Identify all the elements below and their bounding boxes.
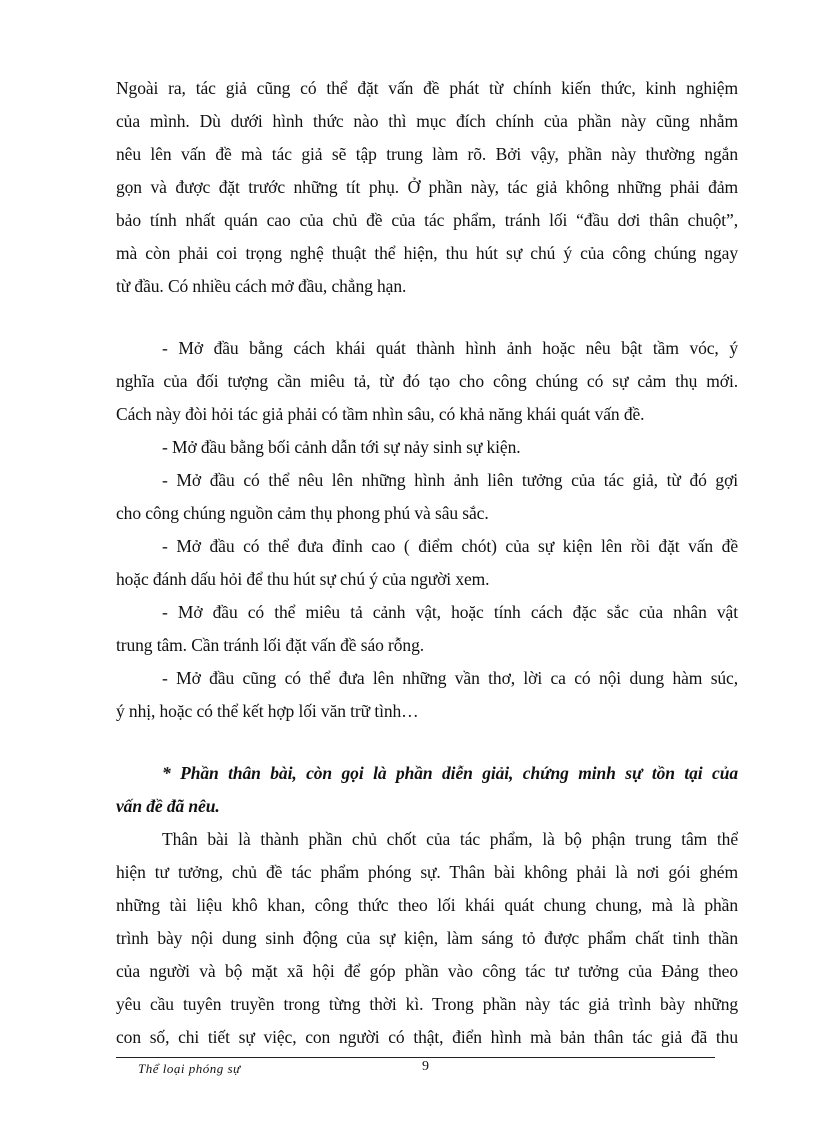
text-line: trình bày nội dung sinh động của sự kiện, làm sáng tỏ được phẩm chất tinh thần	[116, 928, 738, 948]
text-line: của mình. Dù dưới hình thức nào thì mục đích chính của phần này cũng nhằm	[116, 111, 738, 131]
text-line: mà còn phải coi trọng nghệ thuật thể hiện, thu hút sự chú ý của công chúng ngay	[116, 243, 738, 263]
text-line: cho công chúng nguồn cảm thụ phong phú và sâu sắc.	[116, 503, 489, 523]
text-line: con số, chi tiết sự việc, con người có thật, điển hình mà bản thân tác giả đã thu	[116, 1027, 738, 1047]
text-line: Ngoài ra, tác giả cũng có thể đặt vấn đề phát từ chính kiến thức, kinh nghiệm	[116, 78, 738, 98]
text-line: Cách này đòi hỏi tác giả phải có tầm nhìn sâu, có khả năng khái quát vấn đề.	[116, 404, 645, 424]
page-number: 9	[422, 1059, 429, 1074]
text-line: từ đầu. Có nhiều cách mở đầu, chẳng hạn.	[116, 276, 407, 296]
text-line: Thân bài là thành phần chủ chốt của tác phẩm, là bộ phận trung tâm thể	[162, 829, 738, 849]
text-line: những tài liệu khô khan, công thức theo lối khái quát chung chung, mà là phần	[116, 895, 738, 915]
text-line: của người và bộ mặt xã hội để góp phần vào công tác tư tưởng của Đảng theo	[116, 961, 738, 981]
text-line: - Mở đầu có thể đưa đỉnh cao ( điểm chót) của sự kiện lên rồi đặt vấn đề	[162, 536, 738, 556]
footer-divider	[116, 1057, 715, 1058]
text-line: - Mở đầu cũng có thể đưa lên những vần thơ, lời ca có nội dung hàm súc,	[162, 668, 738, 688]
text-line: hoặc đánh dấu hỏi để thu hút sự chú ý của người xem.	[116, 569, 490, 589]
text-line: - Mở đầu có thể miêu tả cảnh vật, hoặc tính cách đặc sắc của nhân vật	[162, 602, 738, 622]
heading-line: vấn đề đã nêu.	[116, 796, 220, 816]
text-line: - Mở đầu bằng bối cảnh dẫn tới sự nảy sinh sự kiện.	[162, 437, 521, 457]
text-line: nghĩa của đối tượng cần miêu tả, từ đó tạo cho công chúng có sự cảm thụ mới.	[116, 371, 738, 391]
text-line: nêu lên vấn đề mà tác giả sẽ tập trung làm rõ. Bởi vậy, phần này thường ngắn	[116, 144, 738, 164]
text-line: - Mở đầu bằng cách khái quát thành hình ảnh hoặc nêu bật tầm vóc, ý	[162, 338, 738, 358]
footer-title: Thể loại phóng sự	[138, 1061, 241, 1076]
text-line: bảo tính nhất quán cao của chủ đề của tác phẩm, tránh lối “đầu dơi thân chuột”,	[116, 210, 738, 230]
text-line: ý nhị, hoặc có thể kết hợp lối văn trữ tình…	[116, 701, 419, 721]
text-line: trung tâm. Cần tránh lối đặt vấn đề sáo rỗng.	[116, 635, 424, 655]
text-line: gọn và được đặt trước những tít phụ. Ở phần này, tác giả không những phải đảm	[116, 177, 738, 197]
text-line: yêu cầu tuyên truyền trong từng thời kì. Trong phần này tác giả trình bày những	[116, 994, 738, 1014]
heading-line: * Phần thân bài, còn gọi là phần diễn giải, chứng minh sự tồn tại của	[162, 763, 738, 783]
text-line: - Mở đầu có thể nêu lên những hình ảnh liên tưởng của tác giả, từ đó gợi	[162, 470, 738, 490]
text-line: hiện tư tưởng, chủ đề tác phẩm phóng sự. Thân bài không phải là nơi gói ghém	[116, 862, 738, 882]
